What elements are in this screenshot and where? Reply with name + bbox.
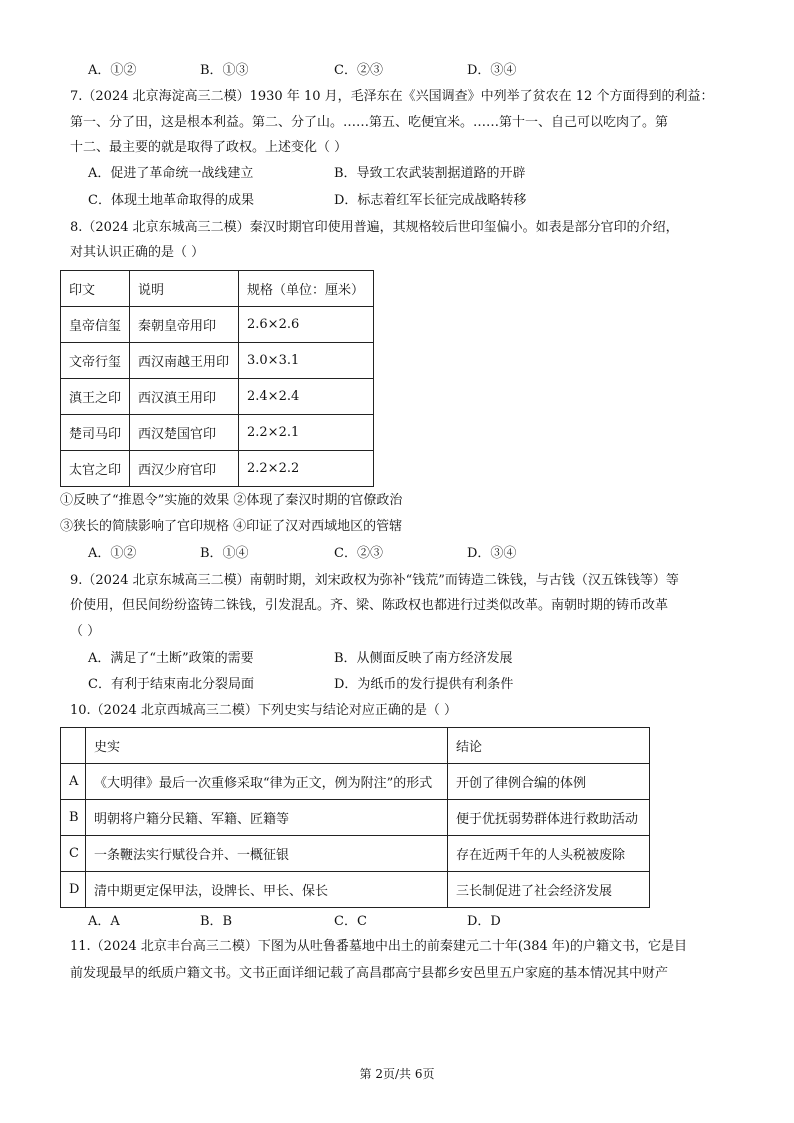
q9-stem-line-2: 价使用，但民间纷纷盗铸二铢钱，引发混乱。齐、梁、陈政权也都进行过类似改革。南朝时期的铸币改革 [70, 598, 669, 613]
table-cell: 《大明律》最后一次重修采取“律为正文，例为附注”的形式 [86, 764, 448, 800]
q9-option-d: D．为纸币的发行提供有利条件 [334, 677, 514, 692]
q10-header-conclusion: 结论 [448, 728, 650, 764]
table-cell: 便于优抚弱势群体进行救助活动 [448, 800, 650, 836]
q8-statements-line-1: ①反映了“推恩令”实施的效果 ②体现了秦汉时期的官僚政治 [60, 493, 403, 508]
q7-option-a: A．促进了革命统一战线建立 [88, 166, 254, 181]
table-row [61, 764, 650, 800]
q6-option-c: C．②③ [334, 63, 383, 78]
table-cell: 皇帝信玺 [61, 307, 130, 343]
table-row [61, 379, 374, 415]
q8-stem-line-2: 对其认识正确的是（ ） [70, 245, 205, 260]
table-row [61, 836, 650, 872]
q7-stem-line-3: 十二、最主要的就是取得了政权。上述变化（ ） [70, 140, 348, 155]
table-cell: 开创了律例合编的体例 [448, 764, 650, 800]
q11-stem-line-2: 前发现最早的纸质户籍文书。文书正面详细记载了高昌郡高宁县都乡安邑里五户家庭的基本情况其中财产 [70, 966, 669, 981]
q8-option-c: C．②③ [334, 546, 383, 561]
q9-option-a: A．满足了“土断”政策的需要 [88, 651, 254, 666]
table-cell: 2.6×2.6 [239, 307, 374, 343]
q8-header-description: 说明 [130, 271, 239, 307]
table-cell: A [61, 764, 86, 800]
table-cell: 西汉少府官印 [130, 451, 239, 487]
q9-stem-line-3: （ ） [70, 624, 101, 639]
q7-stem-line-1: 7.（2024 北京海淀高三二模）1930 年 10 月，毛泽东在《兴国调查》中列举了贫农在 12 个方面得到的利益： [70, 89, 714, 104]
table-cell: 2.4×2.4 [239, 379, 374, 415]
q9-option-b: B．从侧面反映了南方经济发展 [334, 651, 513, 666]
table-cell: B [61, 800, 86, 836]
table-row [61, 872, 650, 908]
table-cell: 清中期更定保甲法，设牌长、甲长、保长 [86, 872, 448, 908]
q8-stem-line-1: 8.（2024 北京东城高三二模）秦汉时期官印使用普遍，其规格较后世印玺偏小。如表是部分官印的介绍， [70, 220, 679, 235]
q10-option-c: C．C [334, 914, 367, 929]
q7-option-c: C．体现土地革命取得的成果 [88, 193, 254, 208]
table-row [61, 451, 374, 487]
page-number: 第 2页/共 6页 [359, 1067, 435, 1081]
table-row [61, 307, 374, 343]
table-row [61, 343, 374, 379]
q8-header-size: 规格（单位：厘米） [239, 271, 374, 307]
q10-option-d: D．D [467, 914, 501, 929]
table-cell: 太官之印 [61, 451, 130, 487]
table-cell: 秦朝皇帝用印 [130, 307, 239, 343]
table-cell: 文帝行玺 [61, 343, 130, 379]
table-cell: 西汉楚国官印 [130, 415, 239, 451]
table-cell: C [61, 836, 86, 872]
table-cell: 3.0×3.1 [239, 343, 374, 379]
table-cell: 滇王之印 [61, 379, 130, 415]
table-cell: 2.2×2.2 [239, 451, 374, 487]
q6-option-b: B．①③ [200, 63, 249, 78]
q10-fact-conclusion-table [60, 727, 650, 908]
q10-option-a: A．A [88, 914, 120, 929]
q7-option-d: D．标志着红军长征完成战略转移 [334, 193, 527, 208]
q10-option-b: B．B [200, 914, 233, 929]
table-cell: 明朝将户籍分民籍、军籍、匠籍等 [86, 800, 448, 836]
q10-stem: 10.（2024 北京西城高三二模）下列史实与结论对应正确的是（ ） [70, 703, 458, 718]
q8-seal-table [60, 270, 374, 487]
q8-option-b: B．①④ [200, 546, 249, 561]
table-row [61, 800, 650, 836]
table-cell: 三长制促进了社会经济发展 [448, 872, 650, 908]
table-cell: 楚司马印 [61, 415, 130, 451]
q8-option-a: A．①② [88, 546, 137, 561]
q8-option-d: D．③④ [467, 546, 517, 561]
table-cell: 2.2×2.1 [239, 415, 374, 451]
q8-header-seal-text: 印文 [61, 271, 130, 307]
q10-header-fact: 史实 [86, 728, 448, 764]
table-cell: 西汉南越王用印 [130, 343, 239, 379]
table-cell: 存在近两千年的人头税被废除 [448, 836, 650, 872]
q6-option-a: A．①② [88, 63, 137, 78]
q11-stem-line-1: 11.（2024 北京丰台高三二模）下图为从吐鲁番墓地中出土的前秦建元二十年(384 年)的户籍文书，它是目 [70, 939, 687, 954]
table-cell: D [61, 872, 86, 908]
q9-stem-line-1: 9.（2024 北京东城高三二模）南朝时期，刘宋政权为弥补“钱荒”而铸造二铢钱，与古钱（汉五铢钱等）等 [70, 573, 679, 588]
q8-statements-line-2: ③狭长的简牍影响了官印规格 ④印证了汉对西域地区的管辖 [60, 519, 403, 534]
table-cell: 一条鞭法实行赋役合并、一概征银 [86, 836, 448, 872]
q9-option-c: C．有利于结束南北分裂局面 [88, 677, 254, 692]
q7-option-b: B．导致工农武装割据道路的开辟 [334, 166, 526, 181]
q7-stem-line-2: 第一、分了田，这是根本利益。第二、分了山。……第五、吃便宜米。……第十一、自己可以吃肉了。第 [70, 115, 669, 130]
q6-option-d: D．③④ [467, 63, 517, 78]
q10-header-label [61, 728, 86, 764]
table-cell: 西汉滇王用印 [130, 379, 239, 415]
table-row [61, 415, 374, 451]
